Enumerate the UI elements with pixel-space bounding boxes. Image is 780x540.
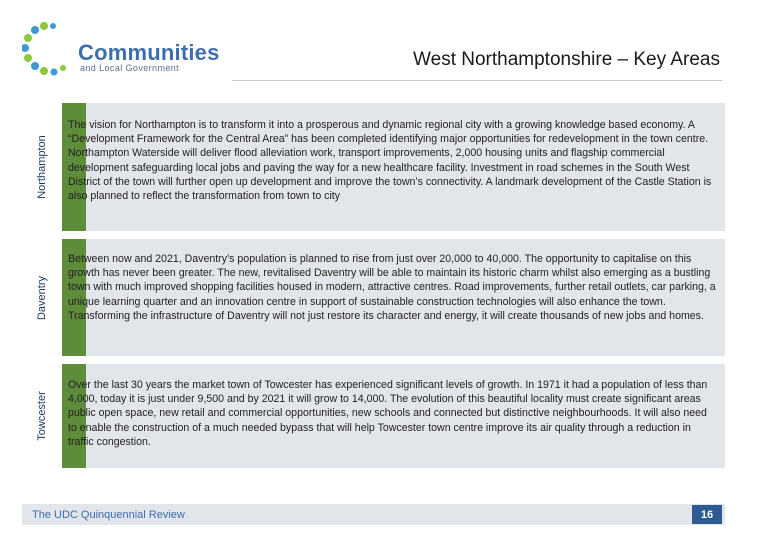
section-text: Over the last 30 years the market town of Towcester has experienced significant levels of growth. In 1971 it had a population of less than 4,000, today it is just under 9,500 and by 2021 it will grow to 14,000. The evolution of this beautiful locality must create significant areas public open space, new retail and commercial opportunities, new schools and connected but distinctive neighbourhoods. It will also need to enable the construction of a much needed bypass that will help Towcester town centre improve its air quality through a reduction in traffic congestion.: [68, 379, 708, 448]
section-label: Towcester: [36, 391, 48, 441]
section-text: Between now and 2021, Daventry’s population is planned to rise from just over 20,000 to 40,000. The opportunity to capitalise on this growth has never been greater. The new, revitalised Daventry will be able to maintain its historic charm whilst also emerging as a bustling town with much improved shopping facilities housed in modern, attractive centres. Road improvements, further retail outlets, car parking, a unique learning quarter and an innovation centre in support of sustainable construction technologies will also enhance the town. Transforming the infrastructure of Daventry will not just restore its character and energy, it will create thousands of new jobs and homes.: [68, 253, 716, 322]
side-label: [22, 364, 62, 468]
logo-dots-icon: [22, 20, 78, 82]
section-towcester: [22, 364, 725, 468]
section-text: The vision for Northampton is to transform it into a prosperous and dynamic regional city with a growing knowledge based economy. A “Development Framework for the Central Area” has been completed identifying major opportunities for redevelopment in the town centre. Northampton Waterside will deliver flood alleviation work, transport improvements, 2,000 housing units and flagship commercial development safeguarding local jobs and paving the way for a new healthcare facility. Investment in road schemes in the South West District of the town will further open up development and improve the town’s connectivity. A landmark development of the Castle Station is also planned to reflect the transformation from town to city: [68, 119, 712, 203]
side-label: [22, 103, 62, 231]
logo: [22, 20, 222, 82]
side-label: [22, 239, 62, 356]
footer-text: The UDC Quinquennial Review: [32, 509, 185, 521]
logo-wordmark: Communities: [78, 40, 220, 65]
section-label: Northampton: [36, 135, 48, 199]
section-daventry: [22, 239, 725, 356]
footer-bar: [22, 504, 725, 525]
page-number: 16: [692, 505, 722, 524]
page-title: West Northamptonshire – Key Areas: [413, 49, 720, 70]
logo-subtitle: and Local Government: [80, 63, 180, 73]
section-label: Daventry: [36, 275, 48, 320]
section-northampton: [22, 103, 725, 231]
title-divider: [232, 80, 722, 81]
